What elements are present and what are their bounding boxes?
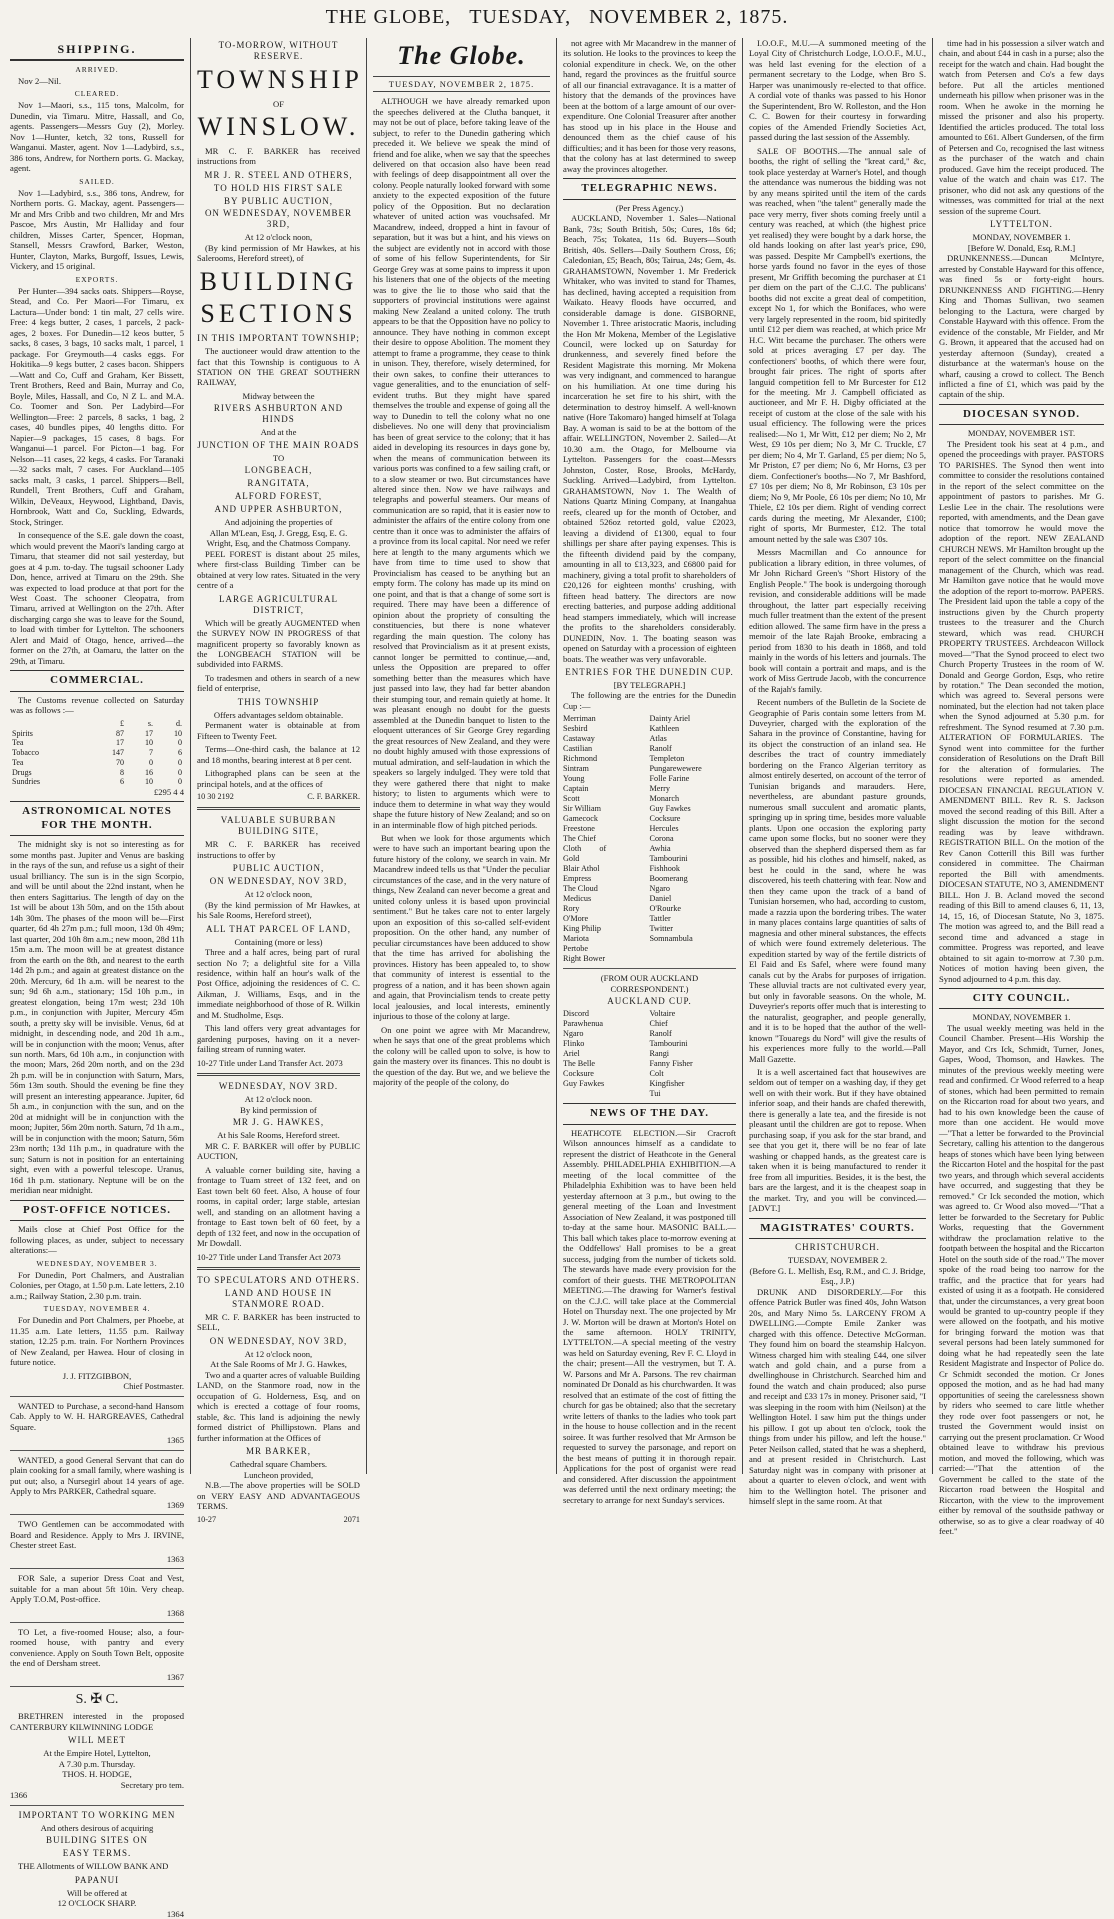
news-paragraph: I.O.O.F., M.U.—A summoned meeting of the Loyal City of Christchurch Lodge, I.O.O.F., M.U., was held last evening for the election of a permanent secretary to the Lodge, when Bro S. Harper was unanimously re-elected to that office. A cordial vote of thanks was passed to his Honor the Superintendent, Bro W. Rolleston, and the Hon C. C. Bowen for their courtesy in forwarding copies of the Amended Friendly Societies Act, passed during the last session of the Assembly. bbox=[749, 38, 926, 143]
editorial-paragraph: On one point we agree with Mr Macandrew, when he says that one of the great problems which the colony will be called upon to solve, is how to gain the mastery over its finances. This no doubt is the question of the day. But we, and we believe the majority of the people of the colony, do bbox=[373, 1024, 550, 1088]
suburban-description: Three and a half acres, being part of rural section No 7; a delightful site for a Villa residence, within half an hour's walk of the Post Office, adjoining the residences of C. C. Aikman, J. Williams, Esqs, and in the immediate neighborhood of those of R. Wilkin and M. Studholme, Esqs. bbox=[197, 947, 360, 1020]
lodge-time: A 7.30 p.m. Thursday. bbox=[58, 1758, 136, 1769]
suburban-intro: MR C. F. BARKER has received instructions to offer by bbox=[197, 839, 360, 860]
allotments-place: PAPANUI bbox=[74, 1874, 120, 1885]
wednesday-heading: WEDNESDAY, NOV 3RD. bbox=[218, 1081, 339, 1092]
cup-entry: Freestone bbox=[563, 824, 595, 834]
speculators-footer bbox=[197, 1515, 360, 1525]
customs-cell: 147 bbox=[111, 748, 124, 757]
allotments-offer: Will be offered at bbox=[66, 1887, 128, 1898]
cup-entry: Young Captain Scott bbox=[563, 774, 589, 804]
customs-cell: Tea bbox=[12, 757, 24, 767]
customs-cell: 70 bbox=[115, 757, 124, 767]
cup-entry: King Philip bbox=[563, 924, 601, 934]
litho-text: Lithographed plans can be seen at the principal hotels, and at the offices of bbox=[197, 768, 360, 789]
speculators-description: Two and a quarter acres of valuable Building LAND, on the Stanmore road, now in the occupation of G. Holderness, Esq, and on which is erected a cottage of four rooms, stable, &c. This land is adjoining the newly formed district of Phillipstown. Plans and further information at the Offices of bbox=[197, 1369, 360, 1443]
to: TO bbox=[272, 452, 285, 463]
exports-label: EXPORTS. bbox=[75, 274, 119, 284]
synod-date: MONDAY, NOVEMBER 1ST. bbox=[967, 428, 1076, 439]
ad-number: 1363 bbox=[166, 1553, 184, 1564]
ad-hansom-cab: WANTED to Purchase, a second-hand Hansom Cab. Apply to W. H. HARGREAVES, Cathedral Square. bbox=[10, 1400, 184, 1432]
lodge-meet: WILL MEET bbox=[68, 1735, 126, 1746]
ad-number: 1364 bbox=[166, 1908, 184, 1919]
cup-entry: Ranolf bbox=[649, 1029, 672, 1039]
sections-heading: SECTIONS bbox=[200, 299, 357, 329]
tradesmen-text: To tradesmen and others in search of a new field of enterprise, bbox=[197, 672, 360, 694]
auction-public: BY PUBLIC AUCTION, bbox=[224, 195, 333, 206]
customs-cell: 17 bbox=[144, 728, 153, 738]
cup-entry: Somnambula bbox=[649, 934, 693, 944]
post-office-text: Mails close at Chief Post Office for the following places, as under, subject to necessary alterations:— bbox=[10, 1224, 184, 1256]
news-of-the-day-text: HEATHCOTE ELECTION.—Sir Cracroft Wilson announces himself as a candidate to represent the district of Heathcote in the General Assembly. PHILADELPHIA EXHIBITION.—A meeting of the local committee of the Philadelphia Exhibition was to have been held yesterday afternoon at 3 p.m., but owing to the general meeting of the Loan and Investment Association of New Zealand, it was postponed till to-day at the same hour. MASONIC BALL.—This ball which takes place to-morrow evening at the Oddfellows' Hall promises to be a great success, judging from the number of tickets sold. The stewards have made every provision for the comfort of their guests. THE METROPOLITAN MEETING.—The drawing for Warner's festival on the C.J.C. will take place at the Commercial Hotel on Thursday next. The one projected by Mr J. W. Morton will be drawn at Morton's Hotel on the same afternoon. HOLY TRINITY, LYTTELTON.—A special meeting of the vestry was held on Saturday evening, Rev F. C. Lloyd in the chair; present—All the vestrymen, but T. A. W. Parsons and Mr A. Parsons. The rev chairman nominated Dr Donald as his churchwarden. It was resolved that an estimate of the cost of fitting the church for gas be obtained; also that the secretary write letters of thanks to the ladies who took part in the house to house collection and in the recent soiree. It was further resolved that Mr Armson be requested to survey the parsonage, and report on the best means of putting it in thorough repair. Applications for the post of organist were read and considered. After discussion the appointment was deferred until the next ordinary meeting; the secretary to arrange for next Sunday's services. bbox=[563, 1127, 736, 1505]
litho-footer bbox=[197, 792, 360, 802]
cup-entry: Empress bbox=[563, 874, 592, 884]
auction-time: At 12 o'clock noon, bbox=[244, 232, 313, 243]
postmaster-title: Chief Postmaster. bbox=[123, 1381, 184, 1392]
auction-date: ON WEDNESDAY, NOVEMBER 3RD, bbox=[204, 208, 353, 230]
customs-row bbox=[10, 777, 184, 787]
column-telegraphic bbox=[557, 38, 743, 1505]
cup-entry: Fanny Fisher Colt bbox=[649, 1059, 693, 1079]
working-men-heading: IMPORTANT TO WORKING MEN bbox=[18, 1809, 176, 1820]
cup-entry: Kathleen bbox=[649, 724, 680, 734]
customs-cell: 7 bbox=[148, 748, 153, 757]
rangitata: RANGITATA, bbox=[247, 478, 310, 489]
cup-entry: Parawhenua bbox=[563, 1019, 604, 1029]
cup-entry: Atlas bbox=[649, 734, 667, 744]
speculators-date: ON WEDNESDAY, NOV 3RD, bbox=[209, 1335, 348, 1346]
column-synod-council bbox=[933, 38, 1110, 1537]
cup-entry: The Belle bbox=[563, 1059, 596, 1069]
shipping-note: In consequence of the S.E. gale down the coast, which would prevent the Maori's landing cargo at Timaru, that steamer did not sail yesterday, but goes at 4 p.m. to-day. The tugsail schooner Lady Don, hence, arrived at Timaru on the 29th. She was expected to load produce at that port for the West Coast. The schooner Cleopatra, from Timaru, arrived at Wellington on the 27th. After discharging cargo she was to leave for the Sound, to load with timber for Lyttelton. The schooners Alert and Maid of Otago, hence, arrived—the former on the 27th, at Oamaru, the latter on the 29th, at Timaru. bbox=[10, 530, 184, 666]
this-township: THIS TOWNSHIP bbox=[237, 696, 320, 707]
commercial-heading: COMMERCIAL. bbox=[10, 670, 184, 691]
suburban-containing: Containing (more or less) bbox=[234, 936, 323, 947]
suburban-time: At 12 o'clock noon, bbox=[244, 889, 313, 900]
lodge-notice: BRETHREN interested in the proposed CANTERBURY KILWINNING LODGE bbox=[10, 1711, 184, 1732]
speculators-nb: N.B.—The above properties will be SOLD on VERY EASY AND ADVANTAGEOUS TERMS. bbox=[197, 1480, 360, 1512]
cup-entry: Medicus bbox=[563, 894, 592, 904]
synod-text: The President took his seat at 4 p.m., and opened the proceedings with prayer. PASTORS TO PARISHES. The Synod then went into committee to consider the resolutions contained in the report of the select committee on the appointment of pastors to parishes. Mr G. Leslie Lee in the chair. The resolutions were reported, with amendments, and the Dean gave notice that tomorrow he would move the adoption of the report. NEW ZEALAND CHURCH NEWS. Mr Hamilton brought up the report of the select committee on the financial management of the Church, which was read. Mr Hamilton gave notice that he would move the adoption of the report to-morrow. PAPERS. The President laid upon the table a copy of the instructions given by the Church property trustees to the treasurer and the Church steward, which was read. CHURCH PROPERTY TRUSTEES. Archdeacon Willock moved—"That the Synod proceed to elect two Church Property Trustees in the room of W. Donald and George Gordon, Esqs, who retire by rotation." The Dean seconded the motion, which was agreed to. Several persons were nominated, but the election had not taken place when the Synod adjourned at 5.30 p.m. for refreshment. The Synod resumed at 7.30 p.m. ALTERATION OF FORMULARIES. The Synod went into committee for the further consideration of Resolutions on the Draft Bill for the alteration of formularies. The resolutions were reported as amended. DIOCESAN FINANCIAL REGULATION V. AMENDMENT BILL. Rev R. S. Jackson moved the second reading of this Bill. After a slight discussion the motion for the second reading was by leave withdrawn. REGISTRATION BILL. On the motion of the Rev Canon Cotterill this Bill was further considered in committee. The Chairman reported the Bill with amendments. DIOCESAN STATUTE, NO 3, AMENDMENT BILL. Hon J. B. Acland moved the second reading of this Bill to amend clauses 6, 11, 13, 14, 15, 16, of Diocesan Statute, No 3, 1875. The motion was agreed to, and the Bill read a second time and advanced a stage in committee. Progress was reported, and leave obtained to sit again to-morrow at 7.30 p.m. Notices of motion having been given, the Synod adjourned to 4 p.m. this day. bbox=[939, 438, 1104, 984]
divider bbox=[10, 1568, 184, 1569]
ad-number: 2071 bbox=[343, 1514, 360, 1524]
divider bbox=[10, 1450, 184, 1451]
suburban-offers: This land offers very great advantages for gardening purposes, having on it a never-failing stream of running water. bbox=[197, 1023, 360, 1055]
court-continued: time had in his possession a silver watch and chain, and about £44 in cash in a purse; also the receipt for the watch and chain. Had bought the watch from Petersen and Co's a few days before. Put all the articles mentioned underneath his pillow when prisoner was in the room. When he awoke in the morning he missed the prisoner and also his property. Identified the articles produced. The total loss amounted to £61. Albert Gundersen, of the firm of Petersen and Co, recognised the last witness as the purchaser of the watch and chain produced. Gave him the receipt produced. The value of the watch and chain was £17. The prisoner, who did not ask any questions of the witnesses, was committed for trial at the next session of the supreme Court. bbox=[939, 38, 1104, 216]
speculators-chambers: Cathedral square Chambers. bbox=[229, 1459, 328, 1470]
magistrates-before: (Before G. L. Mellish, Esq, R.M., and C. J. Bridge, Esq., J.P.) bbox=[749, 1265, 926, 1287]
wednesday-at: At his Sale Rooms, Hereford street. bbox=[217, 1130, 340, 1141]
auction-from: MR J. R. STEEL AND OTHERS, bbox=[204, 169, 353, 180]
cup-entry: Blair Athol bbox=[563, 864, 600, 874]
auction-intro: MR C. F. BARKER has received instructions from bbox=[197, 145, 360, 167]
customs-header-cell: d. bbox=[176, 718, 182, 728]
cup-entry: Guy Fawkes bbox=[563, 1079, 605, 1089]
cup-entry: Right Bower bbox=[563, 954, 606, 964]
upper-ashburton: AND UPPER ASHBURTON, bbox=[214, 504, 343, 515]
allotments-text: THE Allotments of WILLOW BANK AND bbox=[18, 1861, 169, 1872]
customs-table bbox=[10, 719, 184, 787]
sailed-text: Nov 1—Ladybird, s.s., 386 tons, Andrew, for Northern ports. G. Mackay, agent. Passengers—Mr and Mrs Cribb and two children, Mr and Mrs Pascoe, Mrs Austin, Mr Halliday and four children, Misses Carter, Spencer, Hopman, Stansell, Messrs Crawford, Barker, Weston, Hunter, Clayton, Marks, Burgoff, Issues, Lewis, Vickery, and 15 original. bbox=[10, 187, 184, 272]
customs-total: £295 4 4 bbox=[153, 787, 184, 797]
issue-date: NOVEMBER 2, 1875. bbox=[589, 6, 789, 28]
astronomical-heading: ASTRONOMICAL NOTES FOR THE MONTH. bbox=[10, 801, 184, 836]
post-date-1: WEDNESDAY, NOVEMBER 3. bbox=[36, 1258, 158, 1268]
dunedin-cup-sub: [BY TELEGRAPH.] bbox=[613, 679, 686, 690]
wednesday-intro: MR C. F. BARKER will offer by PUBLIC AUCTION, bbox=[197, 1140, 360, 1162]
customs-header-cell bbox=[10, 719, 87, 729]
city-council-text: The usual weekly meeting was held in the Council Chamber. Present—His Worship the Mayor, and Crs Ick, Schmidt, Turner, Jones, Gapes, Wood, Thomson, and Hawkes. The minutes of the previous weekly meeting were read and confirmed. Cr Wood referred to a heap of stones, which had been permitted to remain on the Riccarton road for about two years, and had to his own knowledge been the cause of more than one accident. He would move—"That a letter be forwarded to the Provincial Secretary, calling his attention to the dangerous heaps of stones which have been lying between the Riccarton Hotel and the hospital for the past two years, and through which several accidents have occurred, and suggesting that they be removed." Cr Ick seconded the motion, which was agreed to. Cr Wood also moved—"That a letter be forwarded to the Secretary for Public Works, requesting that the Government withdraw the proclamation relative to the footpath between the hospital and the Riccarton Hotel on the south side of the road." The mover spoke of the road being too narrow for the traffic, and the practice that for years had existed of using it as a footpath. He considered that, under the circumstances, a very great boon would be granted to up-country people if they were allowed on the footpath, and his motive for bringing forward the motion was that several persons had been lately summoned for doing what he had repeatedly seen the late Resident Magistrate and Inspector of Police do. Cr Schmidt seconded the motion. Cr Jones opposed the motion, and as he had had many opportunities of seeing the carelessness shown by riders who seemed to care little whether they rode over foot passengers or not, he trusted the Government would insist on carrying out the present proclamation. Cr Wood obtained leave to withdraw his previous motion, and moved the following, which was carried:—"That the attention of the Government be called to the state of the Riccarton road between the Hospital and Riccarton, with the view to the improvement either by removal of the southside pathway or otherwise, so as to give a clear roadway of 40 feet." bbox=[939, 1022, 1104, 1537]
divider bbox=[10, 1514, 184, 1515]
cup-entry: Flinko bbox=[563, 1039, 585, 1049]
adjoining: And adjoining the properties of bbox=[224, 517, 333, 528]
globe-title: The Globe. bbox=[397, 41, 526, 70]
wednesday-footer: 10-27 Title under Land Transfer Act 2073 bbox=[197, 1251, 341, 1262]
cup-entry: Guy Fawkes bbox=[649, 804, 691, 814]
ad-number: 1369 bbox=[166, 1499, 184, 1510]
working-men-text-2: BUILDING SITES ON bbox=[46, 1835, 148, 1846]
customs-cell: 8 bbox=[119, 767, 124, 777]
post-office-text-3: For Dunedin and Port Chalmers, per Phoebe, at 11.35 a.m. Late letters, 11.55 p.m. Railway station, 12.25 p.m. train. For Northern Provinces of New Zealand, per Hawea. Hour of closing in future notice. bbox=[10, 1315, 184, 1368]
auction-hold: TO HOLD HIS FIRST SALE bbox=[213, 182, 344, 193]
terms-text: Terms—One-third cash, the balance at 12 and 18 months, bearing interest at 8 per cent. bbox=[197, 744, 360, 765]
customs-cell: 0 bbox=[178, 767, 182, 777]
cup-entry: Tambourini bbox=[649, 854, 688, 864]
ad-number: 1365 bbox=[166, 1435, 184, 1446]
important-township: IN THIS IMPORTANT TOWNSHIP; bbox=[197, 333, 360, 344]
cup-entry: Ngaro bbox=[649, 884, 670, 894]
customs-cell: 16 bbox=[144, 767, 153, 777]
customs-cell: 10 bbox=[144, 777, 153, 787]
customs-cell: 0 bbox=[178, 738, 182, 748]
working-men-text: And others desirous of acquiring bbox=[40, 1822, 154, 1833]
issue-day: TUESDAY, bbox=[469, 6, 572, 28]
editorial-continued: not agree with Mr Macandrew in the manner of its solution. He looks to the provinces to keep the colonial expenditure in check. We, on the other hand, regard the provinces as the fruitful source of all our financial extravagance. It is a matter of history that the demands of the provinces have been at the bottom of a large amount of our over-expenditure. One Colonial Treasurer after another has stood up in his place in the House and denounced them as the chief cause of his difficulties; and it has been for those very reasons, that the colony has at last determined to sweep away the provinces altogether. bbox=[563, 38, 736, 174]
cup-entry: Twitter bbox=[649, 924, 674, 934]
magistrates-city: CHRISTCHURCH. bbox=[795, 1242, 880, 1253]
customs-row bbox=[10, 729, 184, 739]
wednesday-hawkes: MR J. G. HAWKES, bbox=[232, 1117, 325, 1128]
customs-cell: 0 bbox=[178, 777, 182, 787]
cup-entry: Tui bbox=[649, 1089, 661, 1099]
customs-header-cell: s. bbox=[147, 718, 153, 728]
ad-general-servant: WANTED, a good General Servant that can do plain cooking for a small family, where washing is put out; also, a Nursegirl about 14 years of age. Apply to Mrs PARKER, Cathedral square. bbox=[10, 1454, 184, 1497]
customs-cell: 10 bbox=[174, 728, 182, 738]
cup-entry: Corona bbox=[649, 834, 674, 844]
speculators-intro: MR C. F. BARKER has been instructed to SELL, bbox=[197, 1311, 360, 1333]
arrived-text: Nov 2—Nil. bbox=[18, 75, 61, 86]
cup-entry: Tambourini bbox=[649, 1039, 688, 1049]
dunedin-cup-intro: The following are the entries for the Dunedin Cup :— bbox=[563, 690, 736, 711]
speculators-at: At the Sale Rooms of Mr J. G. Hawkes, bbox=[210, 1359, 347, 1370]
telegraphic-agency: (Per Press Agency.) bbox=[615, 202, 684, 213]
customs-row bbox=[10, 748, 184, 758]
auckland-cup-entries bbox=[563, 1009, 736, 1099]
peel-forest: PEEL FOREST is distant about 25 miles, where first-class Building Timber can be obtained at very low rates. Situated in the very centre of a bbox=[197, 548, 360, 591]
ad-number: 10 30 2192 bbox=[197, 792, 234, 802]
dunedin-cup-heading: ENTRIES FOR THE DUNEDIN CUP. bbox=[565, 667, 734, 678]
cleared-label: CLEARED. bbox=[74, 89, 120, 99]
ad-board-residence: TWO Gentlemen can be accommodated with Board and Residence. Apply to Mrs J. IRVINE, Chester street East. bbox=[10, 1519, 184, 1551]
cup-entry: Daniel O'Rourke bbox=[649, 894, 681, 914]
cup-entry: Tattler bbox=[649, 914, 671, 924]
cup-entry: Chief bbox=[649, 1019, 668, 1029]
working-men-text-3: EASY TERMS. bbox=[62, 1848, 132, 1859]
telegraphic-heading: TELEGRAPHIC NEWS. bbox=[563, 178, 736, 199]
lyttelton-heading: LYTTELTON. bbox=[990, 219, 1053, 230]
cup-entry: Kingfisher bbox=[649, 1079, 685, 1089]
customs-cell: 87 bbox=[115, 728, 124, 738]
ad-number: 1366 bbox=[10, 1790, 28, 1801]
speculators-luncheon: Luncheon provided, bbox=[243, 1469, 314, 1480]
cup-entry: Gamecock bbox=[563, 814, 599, 824]
suburban-date: ON WEDNESDAY, NOV 3RD, bbox=[209, 876, 348, 887]
auction-permission: (By kind permission of Mr Hawkes, at his Salerooms, Hereford street), of bbox=[197, 242, 360, 264]
cup-entry: Voltaire bbox=[649, 1009, 676, 1019]
customs-header-cell: £ bbox=[119, 718, 124, 728]
auction-top: TO-MORROW, WITHOUT RESERVE. bbox=[218, 40, 339, 61]
suburban-footer: 10-27 Title under Land Transfer Act. 2073 bbox=[197, 1057, 343, 1068]
city-council-date: MONDAY, NOVEMBER 1. bbox=[972, 1012, 1071, 1023]
magistrates-heading: MAGISTRATES' COURTS. bbox=[749, 1218, 926, 1239]
customs-cell: Drugs bbox=[12, 767, 32, 777]
newspaper-page bbox=[4, 38, 1110, 1919]
city-council-heading: CITY COUNCIL. bbox=[939, 988, 1104, 1009]
suburban-parcel: ALL THAT PARCEL OF LAND, bbox=[206, 923, 351, 934]
rivers: RIVERS ASHBURTON AND HINDS bbox=[213, 403, 344, 425]
post-office-text-2: For Dunedin, Port Chalmers, and Australian Colonies, per Otago, at 1.50 p.m. Late letters, 2.10 a.m.; Railway Station, 2.30 p.m. train. bbox=[10, 1269, 184, 1301]
divider bbox=[10, 1686, 184, 1687]
cup-entry: The Chief bbox=[563, 834, 596, 844]
news-paragraph: Recent numbers of the Bulletin de la Societe de Geographie of Paris contain some letters from M. Duveyrier, charged with the exploration of the Sahara in the province of Constantine, having for its object the construction of an inland sea. He describes the tract of country immediately bordering on the Franco Algerian territory as almost entirely deserted, on account of the terror of Tunisian brigands and marauders. Here, nevertheless, are abundant pasture grounds, numerous small succulent and aromatic plants, springing up in spring time, besides more valuable plants. Upon one occasion the exploring party came upon some flocks, but no sooner were they observed than the shepherd dispersed them as far as possible, hid his clothes and himself, naked, as best he could in the sand, where he was discovered, his teeth chattering with fear. Now and then they came upon the track of a band of Tunisian horsemen, who had, according to custom, made a razzia upon the bordering tribes. The water in many places contains large quantities of salts of magnesia and other mineral substances, the effects of which were found extremely deleterious. The expedition started by way of the fertile districts of El Faid and Es Safel, where were found many canals cut by the Arabs for purposes of irrigation. These alluvial tracts are not cultivated every year, but only in favorable seasons. On the whole, M. Duveyrier's reports offer much that is interesting to the naturalist, geographer, and people generally, and it is to be hoped that the author of the well-known "Touaregs du Nord" will give the results of his experiences more fully to the world.—Pall Mall Gazette. bbox=[749, 697, 926, 1064]
cup-entry: Merriman bbox=[563, 714, 596, 724]
post-date-2: TUESDAY, NOVEMBER 4. bbox=[43, 1304, 151, 1314]
cup-entry: Castaway bbox=[563, 734, 595, 744]
post-office-heading: POST-OFFICE NOTICES. bbox=[10, 1200, 184, 1221]
column-auctions bbox=[191, 38, 367, 1524]
midway: Midway between the bbox=[242, 390, 315, 401]
wednesday-time: At 12 o'clock noon. bbox=[244, 1094, 313, 1105]
survey-text: Which will be greatly AUGMENTED when the SURVEY NOW IN PROGRESS of that magnificent property so favorably known as the LONGBEACH STATION will be subdivided into FARMS. bbox=[197, 617, 360, 670]
cup-entry: Sir William bbox=[563, 804, 601, 814]
customs-cell: Spirits bbox=[12, 728, 33, 738]
cup-entry: Dainty Ariel bbox=[649, 714, 691, 724]
editorial-paragraph: ALTHOUGH we have already remarked upon the speeches delivered at the Clutha banquet, it may not be out of place, before taking leave of the subject, to refer to the Dunedin gathering which preceded it. We believe we speak the mind of friend and foe alike, when we say that the speeches delivered on that occasion also have been read with feelings of deep disappointment all over the colony. People naturally looked forward with some anxiety to the expected exposition of the future policy of the Opposition. But no declaration whatever of united action was vouchsafed. Mr Macandrew, indeed, dropped a hint in favour of separation, but it was but a hint, and his views on the subject are evidently not in accord with those of some of his fellow Superintendents, for Sir George Grey was at some pains to impress it upon his listeners that one of the objects of the meeting was to give the lie to those who said that the supporters of provincial institutions were against making New Zealand a united colony. The truth appears to be that the Opposition have no policy to announce. They have nothing in common except their desire to oppose Abolition. The moment they attempt to frame a programme, they cease to think in unison. They, therefore, wisely determined, for their own sakes, to confine their utterances to vague generalities, and to the enunciation of self-evident truths. But they might have spared themselves the trouble and expense of going all the way to Dunedin to tell the colony what no one disbelieves. No one will deny that provincialism has been of great service to the colony; that it has aided in developing its resources in days gone by, when the means of communication between its various ports was confined to a few sailing craft, or to a slow steamer or two. But circumstances have altered since then. Now we have railways and telegraphs and powerful steamers. Our means of communication are so rapid, that it is easier now to administer the affairs of the entire colony from one centre than it once was to administer the affairs of a province from its local capital. Nor need we refer here at length to the many arguments which we have from time to time used to show that Provincialism has ceased to be anything but an empty form. The colony has made up its mind on one point, and that is that a change of some sort is required. There may have been a difference of opinion about the propriety of consulting the constituencies, but there is none whatever regarding the main question. The colony has resolved that Provincialism as it at present exists, cannot longer be permitted to continue,—and, unless the Opposition are prepared to offer something better than the measures which have just passed into law, they had far better abandon their stumping tour, and remain quietly at home. It was pleasant enough no doubt for the guests assembled at the Dunedin banquet to listen to the eloquent utterances of Sir George Grey regarding the great resources of New Zealand, and they were no doubt highly amused with those expressions of mutual admiration, and self-laudation in which the speakers so largely indulged. They were told that they were gathered there that night to make history; to listen to arguments which were to induce them to determine in what way they would shape the future history of New Zealand; and so on in an interminable flow of high pitched periods. bbox=[373, 96, 550, 830]
lodge-secretary: THOS. H. HODGE, bbox=[62, 1769, 132, 1780]
customs-cell: Tea bbox=[12, 738, 24, 748]
water-text: Permanent water is obtainable at from Fifteen to Twenty Feet. bbox=[197, 720, 360, 741]
magistrates-text: DRUNK AND DISORDERLY.—For this offence Patrick Butler was fined 40s, John Watson 20s, and Mary Nimo 5s. LARCENY FROM A DWELLING.—Compte Emile Zanker was charged with this offence. Detective McGorman. They found him on board the steamship Halcyon. Witness charged him with stealing £44, one silver watch and gold chain, and a purse from a dwellinghouse in Christchurch. Searched him and found the watch and chain produced; also purse and receipt and £33 17s in money. Prisoner said, "I was sleeping in the room with him (Neilson) at the Wellington Hotel. I saw him put the things under his pillow. I got up about ten o'clock, took the things from under his pillow, and left the house." Peter Neilson called, stated that he was a shepherd, and at present resided in Christchurch. Last Saturday night was in company with prisoner at about a quarter to eleven o'clock, and went with him to the Wellington hotel. The prisoner and himself slept in the same room. At that bbox=[749, 1286, 926, 1507]
masthead bbox=[0, 0, 1114, 42]
customs-cell: 6 bbox=[178, 748, 182, 757]
news-paragraph: SALE OF BOOTHS.—The annual sale of booths, the right of selling the "kreat card," &c, took place yesterday at Warner's Hotel, and though the attendance was numerous the bidding was not by any means spirited until the item of the cards was reached, when "the talent" generally made the pace very merry, fiver shots coming freely until a century was reached, at which (the highest price yet realised) they were bought by a dark horse, the old hands looking on after last year's price, £90, was passed. Despite Mr Campbell's exertions, the horse yards found no favor in the eyes of those present, Mr Griffith becoming the purchaser at £1 per diem on the part of the C.J.C. The publicans' booths did not excite a great deal of competition, except No 1, for which the Bonifaces, who were very largely represented in the room, bid spiritedly until £12 per diem was reached, at which price Mr H.C. Witt became the purchaser. The others were sold at prices averaging £7 per day. The confectioners' booths, of which there were four, brought fair prices. The right of sports after languid competition fell to Mr Burcester for £12 for the meeting. Mr J. Campbell officiated as auctioneer, and Mr F. H. Digby officiated at the receipt of custom at the close of the sale with his usual efficiency. The following were the prices realised:—No 1, Mr Witt, £12 per diem; No 2, Mr West, £9 10s per diem; No 3, Mr C. Truckle, £7 per diem; No 4, Mr T. Garland, £5 per diem; No 5, Mr Priston, £7 per diem; No 6, Mr Horns, £3 per diem. Confectioner's booths—No 7, Mr Bashford, £7 10s per diem; No 8, Mr Robinson, £3 10s per diem; No 9, Mr Poole, £6 10s per diem; No 10, Mr Thiele, £2 10s per diem. Right of vending correct cards during the meeting, Mr Alexander, £100; right of sports, Mr Burmester, £12. The total amount netted by the sale was £307 10s. bbox=[749, 145, 926, 544]
entries-right bbox=[650, 714, 737, 964]
wednesday-permission: By kind permission of bbox=[240, 1104, 317, 1115]
cup-entry: The Cloud bbox=[563, 884, 598, 894]
ad-house-to-let: TO Let, a five-roomed House; also, a four-roomed house, with pantry and every convenience. Apply on South Town Belt, opposite the end of Dersham street. bbox=[10, 1626, 184, 1669]
cup-entry: Boomerang bbox=[649, 874, 688, 884]
cup-entry: Awhia bbox=[649, 844, 671, 854]
customs-cell: 10 bbox=[144, 738, 153, 748]
lodge-secretary-title: Secretary pro tem. bbox=[120, 1779, 184, 1790]
cup-entry: Cocksure bbox=[563, 1069, 594, 1079]
customs-row bbox=[10, 758, 184, 768]
news-of-the-day-heading: NEWS OF THE DAY. bbox=[563, 1103, 736, 1124]
auckland-correspondent: (FROM OUR AUCKLAND CORRESPONDENT.) bbox=[600, 973, 699, 994]
cup-entry: Pungarewewere bbox=[649, 764, 702, 774]
wednesday-description: A valuable corner building site, having a frontage to Tuam street of 132 feet, and on East town belt 60 feet. Also, A house of four rooms, in capital order; large stable, artesian well, and standing on an allotment having a frontage to East town belt of 60 feet, by a depth of 132 feet, and now in the occupation of Mr Dowdall. bbox=[197, 1164, 360, 1249]
editorial-dateline: TUESDAY, NOVEMBER 2, 1875. bbox=[373, 76, 550, 92]
magistrates-date: TUESDAY, NOVEMBER 2. bbox=[787, 1255, 888, 1266]
news-paragraph: Messrs Macmillan and Co announce for publication a library edition, in three volumes, of Mr John Richard Green's "Short History of the English People." The book is undergoing thorough revision, and considerable additions will be made throughout, the latter part especially receiving much fuller treatment than the extent of the present edition allowed. The same firm have in the press a memoir of the late Rajah Brooke, embracing a period from 1830 to his death in 1868, and told mainly in the words of his letters and journals. The book will contain a portrait and maps, and is the work of Miss Gertrude Jacob, with the concurrence of the Rajah's family. bbox=[749, 547, 926, 694]
divider bbox=[197, 1073, 360, 1076]
cup-entry: Cocksure bbox=[649, 814, 681, 824]
cup-entry: Sesbird bbox=[563, 724, 588, 734]
large-district: LARGE AGRICULTURAL DISTRICT, bbox=[219, 593, 338, 615]
township-of: OF bbox=[273, 98, 284, 109]
divider bbox=[10, 1396, 184, 1397]
editorial-paragraph: But when we look for those arguments which were to have such an important bearing upon the future history of the colony, we search in vain. Mr Macandrew indeed tells us that "Under the peculiar circumstances of the case, and in the very nature of things, New Zealand can never become a great and united colony unless it is based upon provincial sentiment." But he takes care not to enter largely upon an exposition of this so-called self-evident proposition. On the other hand, any number of peculiar circumstances have been adduced to show that the time has arrived for abolishing the provinces. History has been appealed to, to show that community of interest is essential to the progress of a nation, and it has been shown again and again, that Provincialism tends to create petty local jealousies, and local interests, eminently injurious to those of the colony at large. bbox=[373, 832, 550, 1022]
customs-cell: Tobacco bbox=[12, 748, 39, 757]
winslow-heading: WINSLOW. bbox=[197, 112, 360, 142]
commercial-intro: The Customs revenue collected on Saturday was as follows :— bbox=[10, 694, 184, 716]
entries-left bbox=[563, 1009, 650, 1099]
cup-entry: Templeton bbox=[649, 754, 685, 764]
column-shipping bbox=[4, 38, 191, 1919]
cup-entry: Fishhook bbox=[649, 864, 680, 874]
ad-dress-coat: FOR Sale, a superior Dress Coat and Vest, suitable for a man about 5ft 10in. Very cheap. Apply T.O.M, Post-office. bbox=[10, 1573, 184, 1605]
litho-signature: C. F. BARKER. bbox=[307, 792, 360, 802]
suburban-permission: (By the kind permission of Mr Hawkes, at his Sale Rooms, Hereford street), bbox=[197, 899, 360, 921]
entries-left bbox=[563, 714, 650, 964]
speculators-barker: MR BARKER, bbox=[245, 1446, 311, 1457]
cup-entry: Rangi bbox=[649, 1049, 670, 1059]
cup-entry: Castilian bbox=[563, 744, 593, 754]
speculators-time: At 12 o'clock noon, bbox=[244, 1348, 313, 1359]
cup-entry: Ariel bbox=[563, 1049, 580, 1059]
cup-entry: Ngaro bbox=[563, 1029, 584, 1039]
masonic-emblem-icon: S. ✠ C. bbox=[75, 1692, 119, 1708]
junction: JUNCTION OF THE MAIN ROADS bbox=[197, 439, 360, 450]
customs-cell: 6 bbox=[119, 777, 124, 787]
arrived-label: ARRIVED. bbox=[75, 64, 119, 74]
divider bbox=[563, 968, 736, 969]
customs-header-row bbox=[10, 719, 184, 729]
lyttelton-date: MONDAY, NOVEMBER 1. bbox=[972, 232, 1071, 243]
customs-row bbox=[10, 768, 184, 778]
customs-cell: 17 bbox=[115, 738, 124, 748]
alford-forest: ALFORD FOREST, bbox=[234, 491, 323, 502]
ad-number: 1368 bbox=[166, 1607, 184, 1618]
paper-name: THE GLOBE, bbox=[325, 6, 452, 28]
customs-cell: Sundries bbox=[12, 777, 40, 787]
cup-entry: Merry Monarch bbox=[649, 784, 680, 804]
lyttelton-text: DRUNKENNESS.—Duncan McIntyre, arrested by Constable Hayward for this offence, was fined 5s or forty-eight hours. DRUNKENNESS AND FIGHTING.—Henry King and Thomas Sullivan, two seamen belonging to the Lactura, were charged by Constable Hayward with this offence. From the evidence of the constable, Mr Fielder, and Mr G. Brown, it appeared that the accused had on yesterday afternoon (Sunday), created a disturbance at the waterman's house on the wharf, causing a crowd to collect. The Bench inflicted a fine of £1, which was paid by the captain of the ship. bbox=[939, 253, 1104, 400]
ad-number: 1367 bbox=[166, 1671, 184, 1682]
building-heading: BUILDING bbox=[199, 266, 358, 296]
cup-entry: Folle Farine bbox=[649, 774, 690, 784]
divider bbox=[10, 1622, 184, 1623]
suburban-heading: VALUABLE SUBURBAN BUILDING SITE, bbox=[220, 815, 337, 837]
cup-entry: Cloth of Gold bbox=[563, 844, 607, 864]
synod-heading: DIOCESAN SYNOD. bbox=[939, 404, 1104, 425]
sailed-label: SAILED. bbox=[79, 176, 115, 186]
cup-entry: Ranolf bbox=[649, 744, 672, 754]
customs-cell: 0 bbox=[178, 757, 182, 767]
telegraphic-text: AUCKLAND, November 1. Sales—National Bank, 73s; South British, 50s; Cures, 18s 6d; Beach, 75s; Tokatea, 11s 6d. Buyers—South British, 40s. Sellers—Daily Southern Cross, £6; Caledonian, £5; Beach, 80s; Tairua, 24s; Gem, 4s. GRAHAMSTOWN, November 1. Mr Frederick Whitaker, who was invited to stand for Thames, has declined, having accepted a requisition from Waikato. Heavy floods have occurred, and considerable damage is done. GISBORNE, November 1. Three aristocratic Maoris, including the Hon Mr Mokena, Member of the Legislative Council, were locked up on Saturday for drunkenness, and severely fined before the Resident Magistrate this morning. Mr Mokena was very indignant, and commenced to harangue on his humiliation. At one time during his incarceration he set fire to his shirt, with the determination to destroy himself. A well-known native (Hore Takomaro) hanged himself at Tolaga Bay. A woman is said to be at the bottom of the affair. WELLINGTON, November 2. Sailed—At 10.30 a.m. the Otago, for Melbourne via Lyttelton. Passengers for the coast—Messrs Johnston, Coster, Rose, Brooks, McHardy, Suckling. Arrived—Ladybird, from Lyttelton. GRAHAMSTOWN, Nov 1. The Wealth of Nations Quartz Mining Company, at Inangahua reefs, cleared up for the month of October, and obtained 526oz retorted gold, value £2023, leaving a dividend of £1300, equal to four shillings per share after paying expenses. This is the fifteenth dividend paid by the company, amounting in all to £13,323, and £6800 paid for machinery, giving a total profit to shareholders of £20,126 for eighteen months' crushing, with fifteen head battery. The directors are now erecting batteries, and purpose adding additional head stampers immediately, which will increase the profits to the shareholders considerably. DUNEDIN, Nov. 1. The boating season was opened on Saturday with a procession of eighteen boats. The weather was very unfavorable. bbox=[563, 213, 736, 664]
offers-advantages: Offers advantages seldom obtainable. bbox=[213, 709, 344, 720]
cup-entry: Mariota bbox=[563, 934, 589, 944]
township-description: The auctioneer would draw attention to the fact that this Township is contiguous to A STATION ON THE GREAT SOUTHERN RAILWAY, bbox=[197, 346, 360, 388]
adjoining-properties: Allan M'Lean, Esq, J. Gregg, Esq, E. G. Wright, Esq, and the Chatmoss Company. bbox=[206, 527, 351, 549]
cup-entry: Discord bbox=[563, 1009, 589, 1019]
cup-entry: Hercules bbox=[649, 824, 679, 834]
lodge-place: At the Empire Hotel, Lyttelton, bbox=[43, 1748, 151, 1759]
divider bbox=[197, 1267, 360, 1270]
lyttelton-before: [Before W. Donald, Esq, R.M.] bbox=[967, 242, 1076, 253]
column-news bbox=[743, 38, 933, 1507]
speculators-heading: TO SPECULATORS AND OTHERS. bbox=[197, 1275, 360, 1286]
ad-date: 10-27 bbox=[197, 1514, 217, 1524]
divider bbox=[197, 807, 360, 810]
exports-text: Per Hunter—394 sacks oats. Shippers—Royse, Stead, and Co. Per Maori—For Timaru, ex Lactura—Under bond: 1 tin malt, 27 cells wire. Free: 4 kegs butter, 2 cases, 1 parcels, 2 pack-ages, 2 boxes. For Dunedin—12 keos butter, 5 sacks, 8 cases, 3 bags, 10 sacks malt, 1 parcel, 1 package. For Greymouth—4 casks eggs. For Hokitika—9 kegs butter, 2 cases bacon. Shippers—Watt and Co, Cuff and Graham, Ker Bissett, Trent Brothers, Reed and Bain, Murray and Co, Boyle, Miles, Hassall, and Co, N Z L. and M.A. Co. Toomer and Son. Per Ladybird—For Wellington—Free: 2 parcels, 8 sacks, 1 bag, 2 cases, 40 bundles pipes, 40 lengths ditto. For Napier—9 packages, 15 cases, 8 bags. For Wanganui—1 parcel. For Picton—1 bag. For Nelson—11 cases, 22 kegs, 4 casks. For Taranaki—32 sacks malt, 7 cases. For Auckland—105 sacks malt, 3 casks, 1 parcel. Shippers—Bell, Rundell, Trent Brothers, Cuff and Graham, Wilkin, DeVeaux, Heywood, Lightband, Davis, Hornbrook, Watt and Co, Suckling, Edwards, Stock, Stringer. bbox=[10, 285, 184, 527]
divider bbox=[10, 1805, 184, 1806]
allotments-time: 12 O'CLOCK SHARP. bbox=[57, 1898, 137, 1909]
auckland-cup-heading: AUCKLAND CUP. bbox=[607, 996, 692, 1007]
customs-row bbox=[10, 738, 184, 748]
postmaster-name: J. J. FITZGIBBON, bbox=[62, 1370, 132, 1381]
news-paragraph: It is a well ascertained fact that housewives are seldom out of temper on a washing day, if they get well on with their work. But if they have obtained inferior soap, and their hands are chafed therewith, there is generally a late tea, and the fireside is not pleasant until the children are got to repose. When purchasing soap, if you ask for the star brand, and see that you get it, there will be no fear of late washing or chapped hands, as the greatest care is taken when it is being manufactured to render it free from all impurities. Besides, it is the best, the bars are the largest, and it is the cheapest soap in the market. Try, and you will be convinced.—[ADVT.] bbox=[749, 1066, 926, 1214]
cup-entry: Sintram bbox=[563, 764, 589, 774]
astronomical-text: The midnight sky is not so interesting as for some months past. Jupiter and Venus are basking in the rays of the sun, and refuse us a sight of their usual brilliancy. The sun is in the sign Scorpio, and will be until about the 22nd instant, when he then enters Sagittarius. The length of day on the 1st will be about 13h 50m, and on the 15th about 14h 30m. The phases of the moon will be—First quarter, 6d 4h 27m p.m.; full moon, 13d 0h 49m; last quarter, 20d 10h 8m a.m.; new moon, 28d 11h 15m a.m. The moon will be at greatest distance from the earth on the 8th, and nearest to the earth 14d 2h p.m.; and again at greatest distance on the 20th. Mercury, 6d 1h a.m. will be nearest to the sun; 9d 6h a.m., stationary; 15d 10h p.m., in greatest elongation, being 17m west; 23d 10h p.m., in conjunction with Jupiter, Mercury 45m south, a pretty sky will be invisible. Venus, 6d at midnight, in descending node, and 20d 1h a.m., will be in conjunction with the moon; Venus, after sun north. Mars, 6d 10h a.m., in conjunction with the moon; Mars, 26d 20m north, and on the 23d 2h p.m. will be in conjunction with Saturn, Mars, 56m 13m south. Should the evening be fine they will present an interesting appearance. Jupiter, 6d 5h a.m., in conjunction with the sun, and on the 20d at midnight will be in conjunction with the moon; Jupiter, 56m 20m north. Saturn, 7d 1h a.m., will be in conjunction with the moon; Saturn, 56m 23m north; 13d 11h p.m., in quadrature with the sun; Saturn is not in position for an entertaining sight, even with a powerful telescope. Uranus, 16d 1h p.m. stationary. Neptune will be on the meridian near midnight. bbox=[10, 839, 184, 1196]
entries-right bbox=[650, 1009, 737, 1099]
township-heading: TOWNSHIP bbox=[197, 64, 363, 94]
dunedin-cup-entries bbox=[563, 714, 736, 964]
longbeach: LONGBEACH, bbox=[244, 465, 313, 476]
cup-entry: Pertobe bbox=[563, 944, 589, 954]
cup-entry: Rory O'More bbox=[563, 904, 589, 924]
shipping-heading: SHIPPING. bbox=[10, 42, 184, 61]
column-editorial bbox=[367, 38, 557, 1474]
cleared-text: Nov 1—Maori, s.s., 115 tons, Malcolm, for Dunedin, via Timaru. Mitre, Hassall, and Co, agents. Passengers—Messrs Guy (2), Morley. Nov 1—Hunter, ketch, 32 tons, Russell for Wanganui. Master, agent. Nov 1—Ladybird, s.s., 386 tons, Andrew, for Northern ports. G. Mackay, agent. bbox=[10, 100, 184, 174]
speculators-land: LAND AND HOUSE IN STANMORE ROAD. bbox=[224, 1288, 333, 1310]
suburban-auction: PUBLIC AUCTION, bbox=[232, 863, 325, 874]
customs-cell: 0 bbox=[148, 757, 153, 767]
cup-entry: Richmond bbox=[563, 754, 598, 764]
and-at: And at the bbox=[260, 427, 297, 438]
